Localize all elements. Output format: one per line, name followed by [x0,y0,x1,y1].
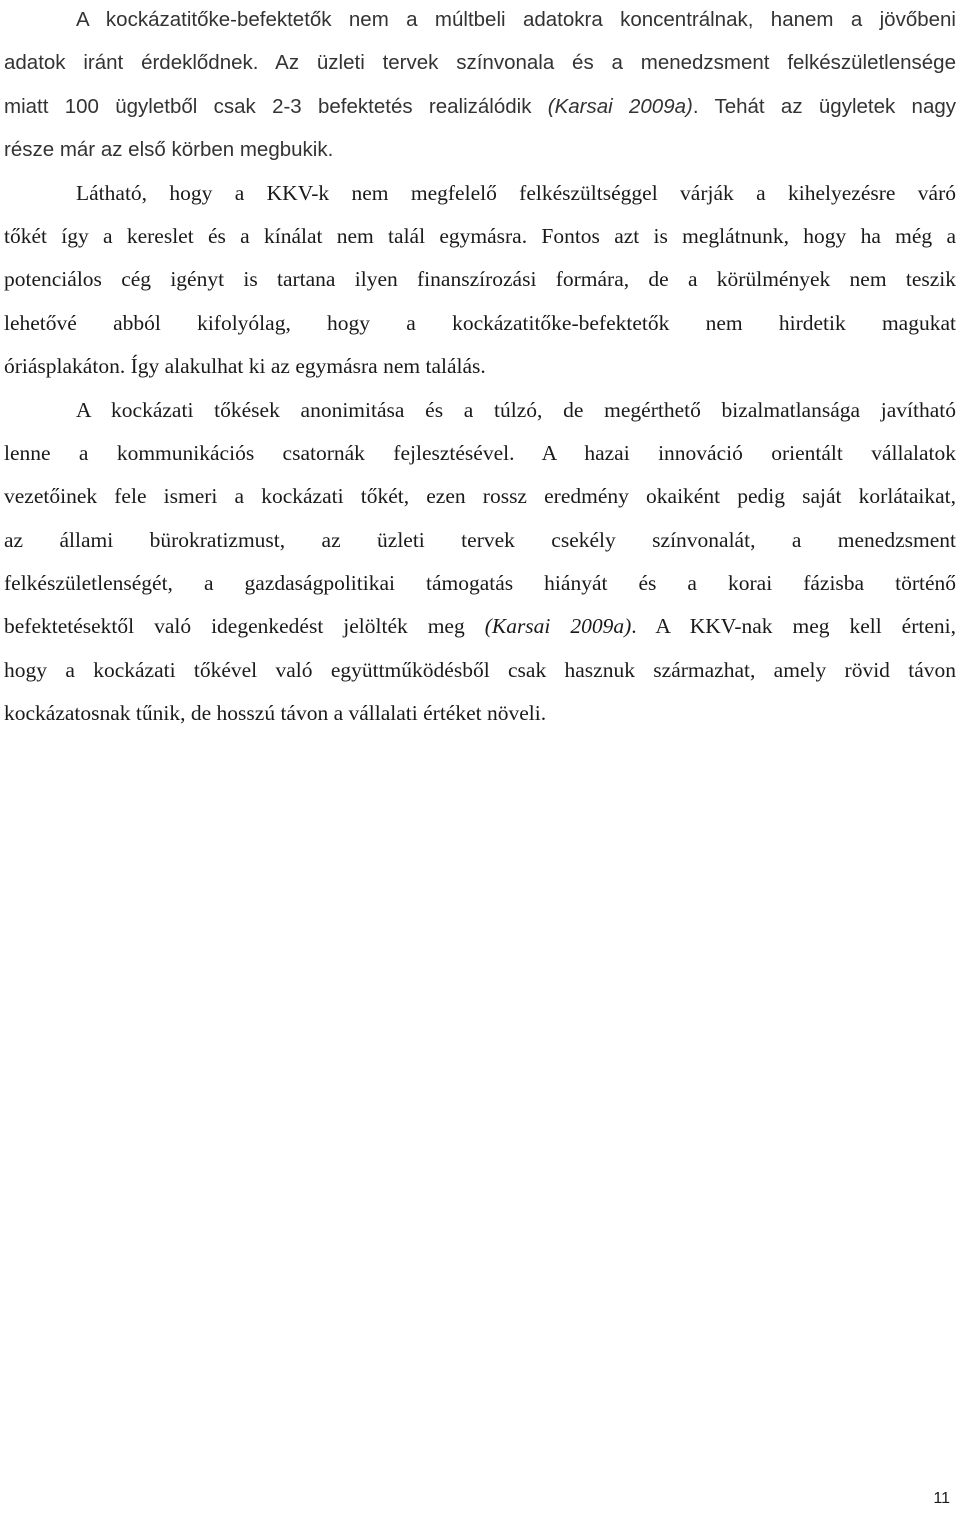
text-line: lehetővé abból kifolyólag, hogy a kockázatitőke-befektetők nem hirdetik magukat [4,310,956,335]
text-line: óriásplakáton. Így alakulhat ki az egymásra nem találás. [4,354,486,379]
text-line: az állami bürokratizmust, az üzleti tervek csekély színvonalát, a menedzsment [4,527,956,552]
text-line: tőkét így a kereslet és a kínálat nem talál egymásra. Fontos azt is meglátnunk, hogy ha még a [4,223,956,248]
text-line: adatok iránt érdeklődnek. Az üzleti tervek színvonala és a menedzsment felkészületlensége [4,51,956,75]
text-line: lenne a kommunikációs csatornák fejlesztésével. A hazai innováció orientált vállalatok [4,440,956,465]
text-line: potenciálos cég igényt is tartana ilyen finanszírozási formára, de a körülmények nem teszik [4,267,956,292]
body-text [4,0,956,736]
text-line: felkészületlenségét, a gazdaságpolitikai támogatás hiányát és a korai fázisba történő [4,571,956,596]
text-line: hogy a kockázati tőkével való együttműködésből csak hasznuk származhat, amely rövid távon [4,657,956,682]
text-fragment: miatt 100 ügyletből csak 2-3 befektetés realizálódik [4,94,548,118]
citation: (Karsai 2009a) [484,614,632,639]
page-number: 11 [933,1490,950,1507]
text-line: Látható, hogy a KKV-k nem megfelelő felkészültséggel várják a kihelyezésre váró [76,180,956,205]
text-line: része már az első körben megbukik. [4,138,334,162]
text-line: A kockázati tőkések anonimitása és a túlzó, de megérthető bizalmatlansága javítható [76,397,956,422]
text-line [4,605,956,648]
text-line: A kockázatitőke-befektetők nem a múltbeli adatokra koncentrálnak, hanem a jövőbeni [76,8,956,31]
text-line: kockázatosnak tűnik, de hosszú távon a vállalati értéket növeli. [4,701,547,726]
text-fragment: . A KKV-nak meg kell érteni, [631,614,956,639]
text-line: vezetőinek fele ismeri a kockázati tőkét, ezen rossz eredmény okaiként pedig saját korlátaikat, [4,484,956,509]
text-fragment: . Tehát az ügyletek nagy [692,94,956,118]
citation: (Karsai 2009a) [547,94,693,118]
document-page [4,0,956,1513]
text-line [4,85,956,128]
text-fragment: befektetésektől való idegenkedést jelölték meg [4,614,485,639]
